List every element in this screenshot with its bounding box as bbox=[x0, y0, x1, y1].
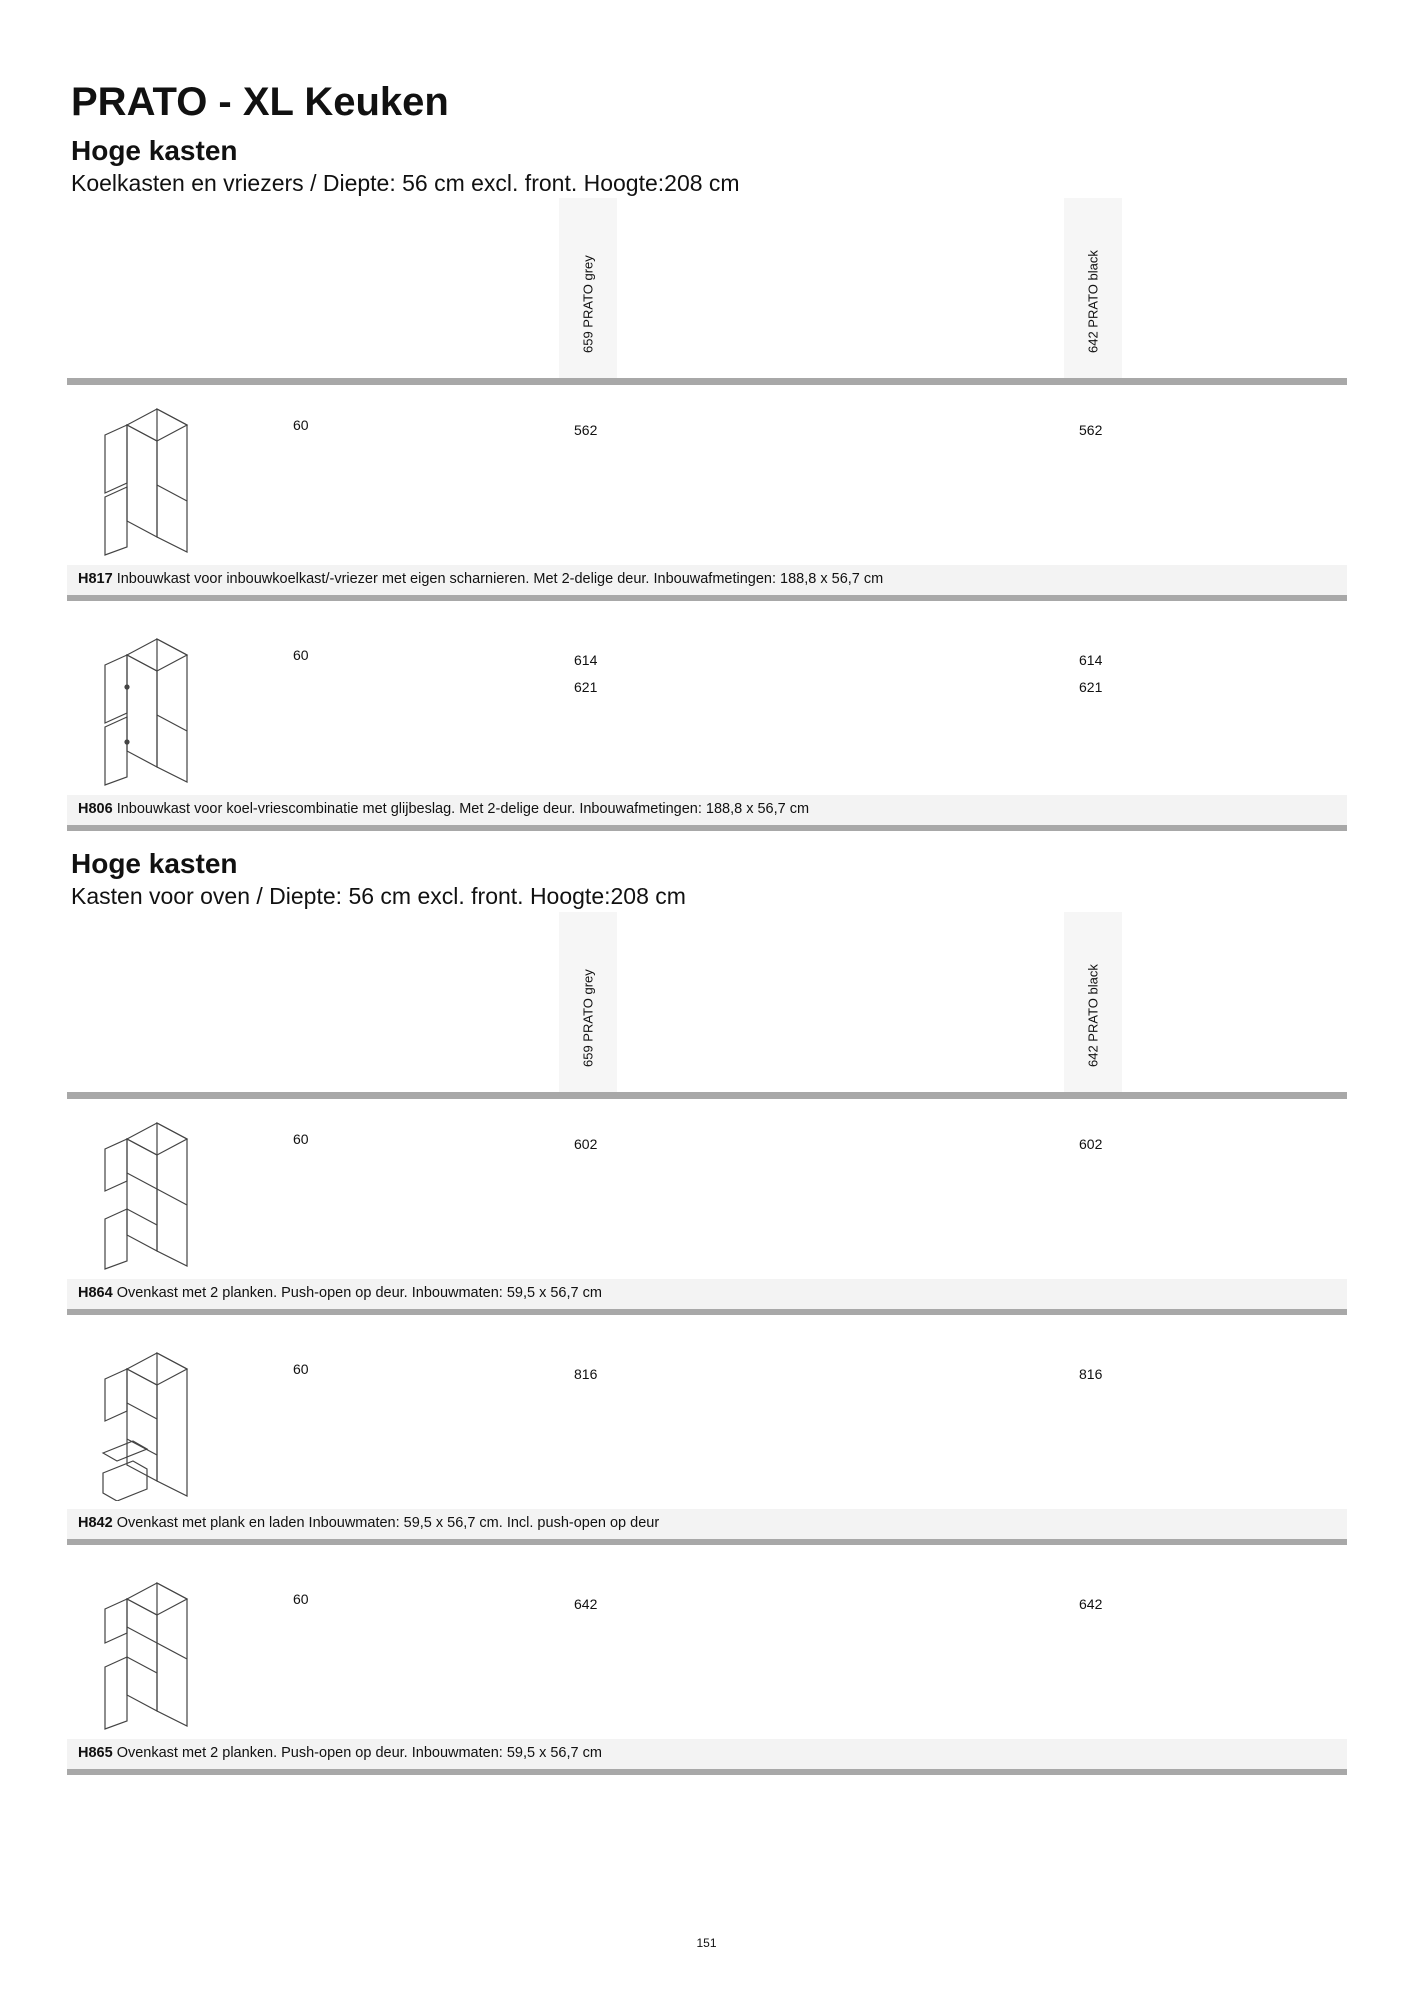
description-bar bbox=[67, 795, 1347, 825]
tall-cabinet-oven-icon bbox=[97, 1111, 197, 1271]
page-title: PRATO - XL Keuken bbox=[71, 80, 449, 124]
tall-cabinet-fridge-freezer-icon bbox=[97, 627, 197, 787]
section-subtitle: Koelkasten en vriezers / Diepte: 56 cm excl. front. Hoogte:208 cm bbox=[71, 170, 740, 196]
price-black: 602 bbox=[1079, 1136, 1103, 1152]
product-row-h865 bbox=[67, 1559, 1347, 1789]
article-description: Ovenkast met 2 planken. Push-open op deur. Inbouwmaten: 59,5 x 56,7 cm bbox=[116, 1745, 602, 1761]
column-label: 659 PRATO grey bbox=[580, 255, 596, 353]
article-description: Ovenkast met plank en laden Inbouwmaten: 59,5 x 56,7 cm. Incl. push-open op deur bbox=[116, 1515, 660, 1531]
column-header-black bbox=[1064, 912, 1122, 1092]
column-header-grey bbox=[559, 912, 617, 1092]
tall-cabinet-oven-drawers-icon bbox=[97, 1341, 197, 1501]
article-description: Inbouwkast voor inbouwkoelkast/-vriezer met eigen scharnieren. Met 2-delige deur. Inbouwafmetingen: 188,8 x 56,7 cm bbox=[116, 571, 884, 587]
header-divider bbox=[67, 378, 1347, 385]
section-title: Hoge kasten bbox=[71, 135, 238, 166]
column-header-grey bbox=[559, 198, 617, 378]
price-black: 562 bbox=[1079, 422, 1103, 438]
article-code: H865 bbox=[78, 1745, 113, 1761]
row-divider bbox=[67, 1769, 1347, 1775]
width-value: 60 bbox=[293, 1361, 309, 1377]
article-code: H806 bbox=[78, 801, 113, 817]
price-black: 816 bbox=[1079, 1366, 1103, 1382]
page-number: 151 bbox=[696, 1936, 717, 1950]
column-label: 642 PRATO black bbox=[1085, 250, 1101, 353]
product-row-h842 bbox=[67, 1329, 1347, 1559]
width-value: 60 bbox=[293, 1591, 309, 1607]
width-value: 60 bbox=[293, 417, 309, 433]
section-subtitle: Kasten voor oven / Diepte: 56 cm excl. front. Hoogte:208 cm bbox=[71, 883, 686, 909]
price-grey: 562 bbox=[574, 422, 598, 438]
description-bar bbox=[67, 1279, 1347, 1309]
column-label: 659 PRATO grey bbox=[580, 969, 596, 1067]
section-title: Hoge kasten bbox=[71, 848, 238, 879]
tall-cabinet-fridge-icon bbox=[97, 397, 197, 557]
article-code: H842 bbox=[78, 1515, 113, 1531]
article-description: Inbouwkast voor koel-vriescombinatie met glijbeslag. Met 2-delige deur. Inbouwafmetingen: 188,8 x 56,7 cm bbox=[116, 801, 810, 817]
price-black: 614 621 bbox=[1079, 652, 1103, 695]
row-divider bbox=[67, 825, 1347, 831]
article-code: H817 bbox=[78, 571, 113, 587]
description-bar bbox=[67, 565, 1347, 595]
article-code: H864 bbox=[78, 1285, 113, 1301]
column-label: 642 PRATO black bbox=[1085, 964, 1101, 1067]
product-row-h864 bbox=[67, 1099, 1347, 1329]
description-bar bbox=[67, 1739, 1347, 1769]
product-row-h817 bbox=[67, 385, 1347, 615]
width-value: 60 bbox=[293, 1131, 309, 1147]
price-grey: 642 bbox=[574, 1596, 598, 1612]
price-grey: 602 bbox=[574, 1136, 598, 1152]
description-bar bbox=[67, 1509, 1347, 1539]
article-description: Ovenkast met 2 planken. Push-open op deur. Inbouwmaten: 59,5 x 56,7 cm bbox=[116, 1285, 602, 1301]
row-divider bbox=[67, 1309, 1347, 1315]
product-row-h806 bbox=[67, 615, 1347, 845]
price-black: 642 bbox=[1079, 1596, 1103, 1612]
price-grey: 614 621 bbox=[574, 652, 598, 695]
width-value: 60 bbox=[293, 647, 309, 663]
row-divider bbox=[67, 595, 1347, 601]
row-divider bbox=[67, 1539, 1347, 1545]
column-header-black bbox=[1064, 198, 1122, 378]
header-divider bbox=[67, 1092, 1347, 1099]
tall-cabinet-oven-icon bbox=[97, 1571, 197, 1731]
price-grey: 816 bbox=[574, 1366, 598, 1382]
